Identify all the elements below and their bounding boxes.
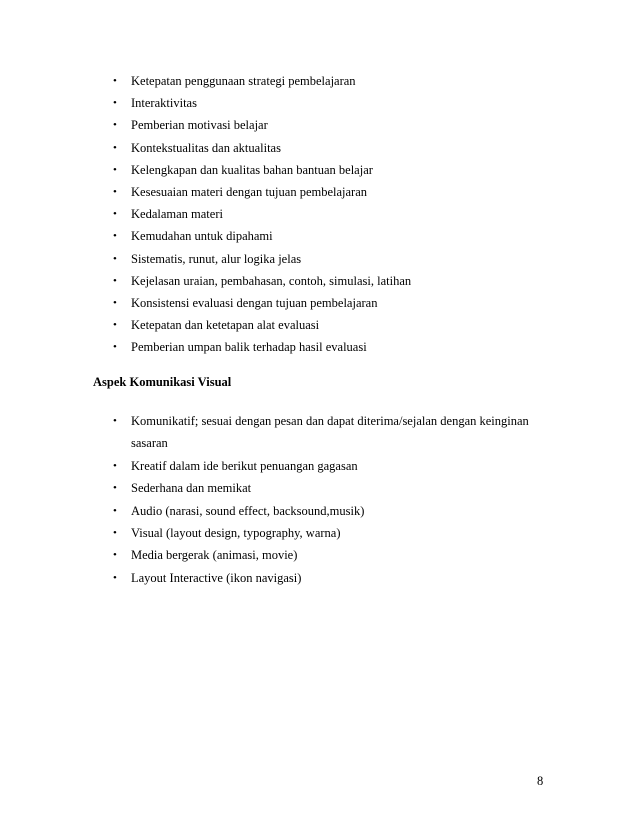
section-heading: Aspek Komunikasi Visual xyxy=(93,375,232,389)
bullet-icon: • xyxy=(113,571,117,584)
list-item xyxy=(0,410,541,455)
list-item-text: Ketepatan penggunaan strategi pembelajaran xyxy=(131,74,356,88)
list-item xyxy=(0,248,411,270)
list-item xyxy=(0,203,411,225)
bullet-icon: • xyxy=(113,252,117,265)
list-item-text: Pemberian umpan balik terhadap hasil evaluasi xyxy=(131,340,367,355)
list-item xyxy=(0,159,411,181)
list-item xyxy=(0,477,541,499)
bullet-icon: • xyxy=(113,208,117,221)
list-item-text: Layout Interactive (ikon navigasi) xyxy=(131,570,302,585)
list-item xyxy=(0,567,541,589)
list-item xyxy=(0,522,541,544)
list-item xyxy=(0,314,411,336)
bullet-icon: • xyxy=(113,549,117,562)
list-item xyxy=(0,114,411,136)
list-item-text: Kesesuaian materi dengan tujuan pembelajaran xyxy=(131,184,368,199)
list-item-text: Sederhana dan memikat xyxy=(131,481,252,496)
bullet-icon: • xyxy=(113,97,117,110)
bullet-icon: • xyxy=(113,230,117,243)
bullet-icon: • xyxy=(113,274,117,287)
list-item-text: Kreatif dalam ide berikut penuangan gagasan xyxy=(131,458,358,473)
bullet-icon: • xyxy=(113,296,117,309)
list-item xyxy=(0,292,411,314)
list-item xyxy=(0,500,541,522)
list-item-text: Kejelasan uraian, pembahasan, contoh, simulasi, latihan xyxy=(131,273,412,288)
visual-communication-list xyxy=(0,410,541,589)
bullet-icon: • xyxy=(113,482,117,495)
bullet-icon: • xyxy=(113,459,117,472)
list-item-text: Komunikatif; sesuai dengan pesan dan dapat diterima/sejalan dengan keinginan xyxy=(131,414,529,428)
list-item-text: Pemberian motivasi belajar xyxy=(131,118,268,133)
list-item-text: Sistematis, runut, alur logika jelas xyxy=(131,251,302,266)
list-item-text: Audio (narasi, sound effect, backsound,musik) xyxy=(131,503,365,518)
list-item xyxy=(0,455,541,477)
list-item-text: Kelengkapan dan kualitas bahan bantuan belajar xyxy=(131,162,373,177)
bullet-icon: • xyxy=(113,75,117,87)
list-item-text: Kedalaman materi xyxy=(131,207,223,222)
bullet-icon: • xyxy=(113,319,117,332)
list-item xyxy=(0,544,541,566)
list-item-text-continued: sasaran xyxy=(131,436,168,451)
list-item xyxy=(0,270,411,292)
bullet-icon: • xyxy=(113,504,117,517)
list-item xyxy=(0,225,411,247)
list-item-text: Ketepatan dan ketetapan alat evaluasi xyxy=(131,318,320,333)
list-item-text: Kontekstualitas dan aktualitas xyxy=(131,140,281,155)
bullet-icon: • xyxy=(113,119,117,132)
list-item xyxy=(0,336,411,358)
list-item xyxy=(0,137,411,159)
bullet-icon: • xyxy=(113,141,117,154)
list-item xyxy=(0,92,411,114)
bullet-icon: • xyxy=(113,341,117,354)
list-item xyxy=(0,181,411,203)
list-item-text: Konsistensi evaluasi dengan tujuan pembelajaran xyxy=(131,295,378,310)
list-item-text: Media bergerak (animasi, movie) xyxy=(131,548,298,563)
list-item-text: Interaktivitas xyxy=(131,96,197,111)
page-number: 8 xyxy=(537,774,544,788)
criteria-list xyxy=(0,70,411,358)
bullet-icon: • xyxy=(113,415,117,427)
list-item xyxy=(0,70,411,92)
bullet-icon: • xyxy=(113,163,117,176)
list-item-text: Visual (layout design, typography, warna) xyxy=(131,525,341,540)
bullet-icon: • xyxy=(113,526,117,539)
bullet-icon: • xyxy=(113,185,117,198)
list-item-text: Kemudahan untuk dipahami xyxy=(131,229,273,244)
